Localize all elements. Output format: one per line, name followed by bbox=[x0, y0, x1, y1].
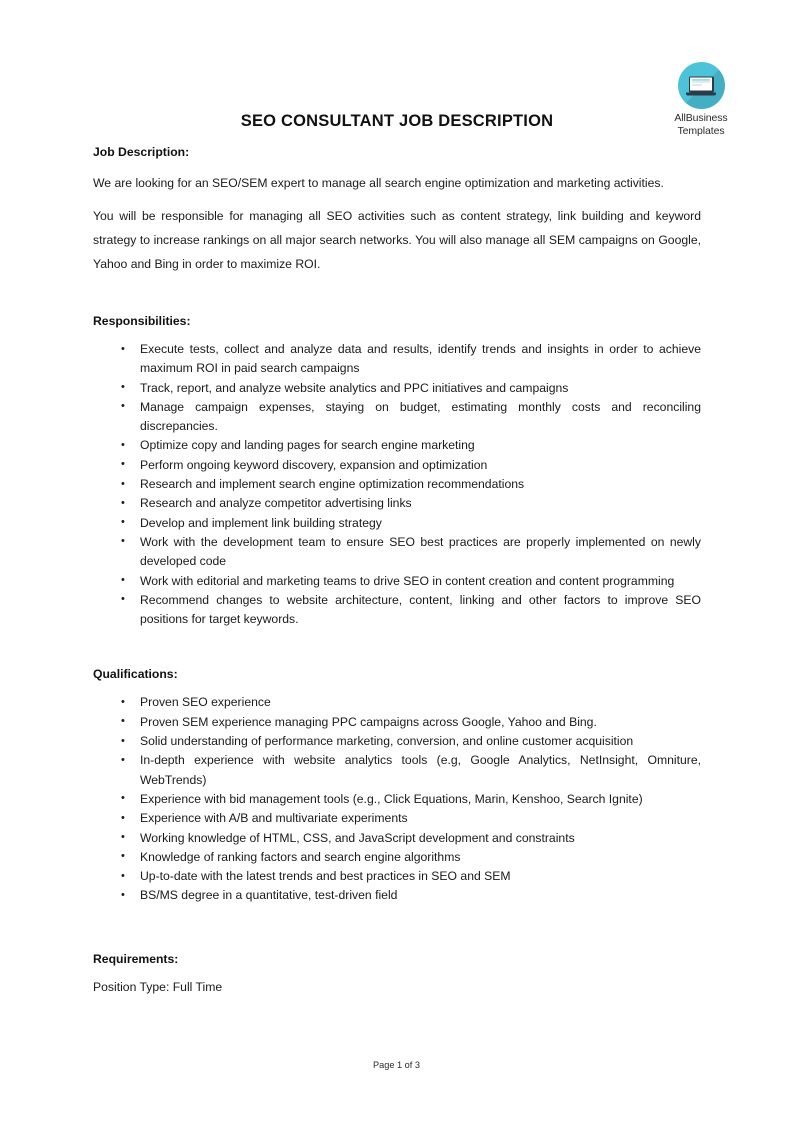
position-type-text: Position Type: Full Time bbox=[93, 979, 223, 994]
page-title: SEO CONSULTANT JOB DESCRIPTION bbox=[240, 112, 554, 130]
logo-text-line2: Templates bbox=[677, 124, 725, 137]
list-item: • Execute tests, collect and analyze data and results, identify trends and insights in order to achieve maximum ROI in paid search campaigns bbox=[93, 340, 701, 379]
list-item: • Research and implement search engine optimization recommendations bbox=[93, 475, 701, 494]
list-item: • BS/MS degree in a quantitative, test-driven field bbox=[93, 886, 701, 905]
list-item: • Perform ongoing keyword discovery, expansion and optimization bbox=[93, 456, 701, 475]
list-item: • Develop and implement link building strategy bbox=[93, 514, 701, 533]
list-item: • Manage campaign expenses, staying on budget, estimating monthly costs and reconciling discrepancies. bbox=[93, 398, 701, 437]
paragraph: You will be responsible for managing all SEO activities such as content strategy, link building and keyword strategy to increase rankings on all major search networks. You will also manage all SEM campaigns on Google, Yahoo and Bing in order to maximize ROI. bbox=[93, 209, 701, 271]
section-heading-qualifications: Qualifications: bbox=[93, 667, 178, 682]
list-item: • Experience with bid management tools (e.g., Click Equations, Marin, Kenshoo, Search Ignite) bbox=[93, 790, 701, 809]
qualifications-list bbox=[93, 693, 701, 905]
document-body bbox=[93, 0, 701, 997]
list-item: • Optimize copy and landing pages for search engine marketing bbox=[93, 436, 701, 455]
list-item: • Work with editorial and marketing teams to drive SEO in content creation and content programming bbox=[93, 572, 701, 591]
section-heading-job-description: Job Description: bbox=[93, 145, 190, 159]
list-item: • Research and analyze competitor advertising links bbox=[93, 494, 701, 513]
list-item: • Working knowledge of HTML, CSS, and JavaScript development and constraints bbox=[93, 829, 701, 848]
section-heading-responsibilities: Responsibilities: bbox=[93, 314, 191, 328]
list-item: • Recommend changes to website architecture, content, linking and other factors to improve SEO positions for target keywords. bbox=[93, 591, 701, 630]
list-item: • Proven SEO experience bbox=[93, 693, 701, 712]
page-footer: Page 1 of 3 bbox=[373, 1060, 420, 1070]
section-heading-requirements: Requirements: bbox=[93, 951, 179, 966]
list-item: • Experience with A/B and multivariate experiments bbox=[93, 809, 701, 828]
list-item: • Work with the development team to ensure SEO best practices are properly implemented on newly developed code bbox=[93, 533, 701, 572]
list-item: • Track, report, and analyze website analytics and PPC initiatives and campaigns bbox=[93, 379, 701, 398]
list-item: • Up-to-date with the latest trends and best practices in SEO and SEM bbox=[93, 867, 701, 886]
paragraph: We are looking for an SEO/SEM expert to manage all search engine optimization and marketing activities. bbox=[93, 176, 664, 190]
list-item: • Proven SEM experience managing PPC campaigns across Google, Yahoo and Bing. bbox=[93, 713, 701, 732]
list-item: • In-depth experience with website analytics tools (e.g, Google Analytics, NetInsight, Omniture, WebTrends) bbox=[93, 751, 701, 790]
list-item: • Knowledge of ranking factors and search engine algorithms bbox=[93, 848, 701, 867]
logo-text-line1: AllBusiness bbox=[674, 112, 728, 124]
list-item: • Solid understanding of performance marketing, conversion, and online customer acquisition bbox=[93, 732, 701, 751]
responsibilities-list bbox=[93, 340, 701, 629]
